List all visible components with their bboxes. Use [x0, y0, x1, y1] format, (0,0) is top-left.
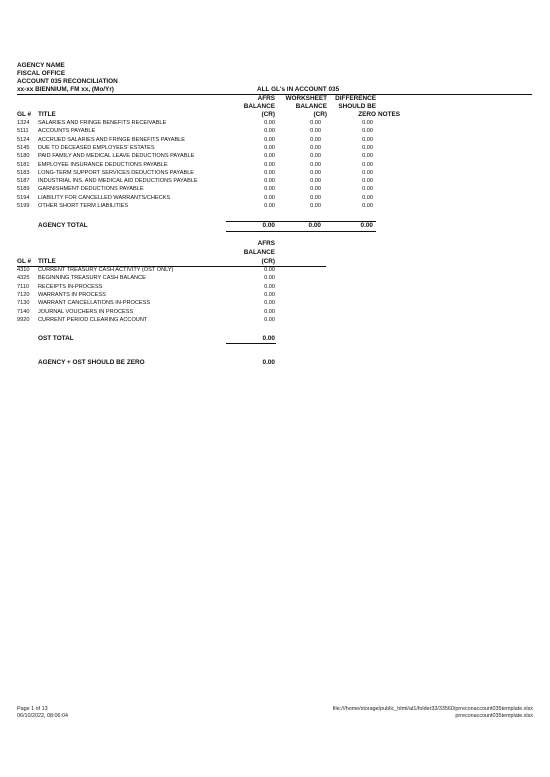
afrs-balance: 0.00	[264, 169, 275, 176]
t1-difference-h3: ZERO	[358, 111, 376, 118]
combined-total-afrs: 0.00	[262, 359, 275, 366]
difference-value: 0.00	[362, 161, 373, 168]
account-title: RECEIPTS IN-PROCESS	[38, 283, 103, 290]
account-title: GARNISHMENT DEDUCTIONS PAYABLE	[38, 186, 144, 193]
gl-number: 5183	[17, 169, 30, 176]
gl-number: 5145	[17, 144, 30, 151]
t2-afrs-h1: AFRS	[257, 240, 275, 247]
gl-number: 7140	[17, 308, 30, 315]
afrs-balance: 0.00	[264, 267, 275, 273]
gl-number: 4310	[17, 267, 30, 273]
difference-value: 0.00	[362, 120, 373, 126]
afrs-balance: 0.00	[264, 128, 275, 135]
afrs-balance: 0.00	[264, 308, 275, 315]
difference-value: 0.00	[362, 128, 373, 135]
t1-total-rule-bottom	[226, 231, 376, 232]
worksheet-balance: 0.00	[310, 194, 321, 201]
difference-value: 0.00	[362, 144, 373, 151]
afrs-balance: 0.00	[264, 194, 275, 201]
account-title: WARRANT CANCELLATIONS IN-PROCESS	[38, 300, 151, 307]
account-title: JOURNAL VOUCHERS IN PROCESS	[38, 308, 134, 315]
t2-title-header: TITLE	[38, 258, 56, 265]
fiscal-office: FISCAL OFFICE	[17, 70, 66, 77]
agency-total-afrs: 0.00	[262, 222, 275, 229]
t2-afrs-h2: BALANCE	[243, 249, 275, 256]
account-title: LIABILITY FOR CANCELLED WARRANTS/CHECKS	[38, 194, 171, 201]
account-title: INDUSTRIAL INS. AND MEDICAL AID DEDUCTIONS PAYABLE	[38, 178, 198, 185]
ost-total-label: OST TOTAL	[38, 335, 74, 342]
afrs-balance: 0.00	[264, 153, 275, 160]
t1-gl-header: GL #	[17, 111, 32, 118]
combined-total-label: AGENCY + OST SHOULD BE ZERO	[38, 359, 145, 366]
account-title: PAID FAMILY AND MEDICAL LEAVE DEDUCTIONS PAYABLE	[38, 153, 195, 160]
account-title: WARRANTS IN PROCESS	[38, 291, 106, 298]
account-title: SALARIES AND FRINGE BENEFITS RECEIVABLE	[38, 120, 167, 126]
afrs-balance: 0.00	[264, 316, 275, 323]
difference-value: 0.00	[362, 186, 373, 193]
t1-difference-h1: DIFFERENCE	[335, 95, 376, 102]
file-name: prreconaccount035template.xlsx	[455, 713, 533, 719]
gl-number: 5124	[17, 136, 30, 143]
gl-number: 9920	[17, 316, 30, 323]
worksheet-balance: 0.00	[310, 178, 321, 185]
worksheet-balance: 0.00	[310, 144, 321, 151]
agency-total-worksheet: 0.00	[308, 222, 321, 229]
afrs-balance: 0.00	[264, 186, 275, 193]
gl-number: 5194	[17, 194, 30, 201]
agency-name: AGENCY NAME	[17, 62, 65, 69]
difference-value: 0.00	[362, 136, 373, 143]
worksheet-balance: 0.00	[310, 161, 321, 168]
account-title: LONG-TERM SUPPORT SERVICES DEDUCTIONS PAYABLE	[38, 169, 195, 176]
biennium-line: xx-xx BIENNIUM, FM xx, (Mo/Yr)	[17, 86, 114, 93]
worksheet-balance: 0.00	[310, 186, 321, 193]
group-heading: ALL GL's IN ACCOUNT 035	[257, 86, 340, 93]
gl-number: 5189	[17, 186, 30, 193]
agency-total-difference: 0.00	[360, 222, 373, 229]
t2-gl-header: GL #	[17, 258, 32, 265]
t2-afrs-h3: (CR)	[261, 258, 275, 265]
account-title: EMPLOYEE INSURANCE DEDUCTIONS PAYABLE	[38, 161, 168, 168]
t1-title-header: TITLE	[38, 111, 56, 118]
afrs-balance: 0.00	[264, 178, 275, 185]
difference-value: 0.00	[362, 203, 373, 209]
worksheet-balance: 0.00	[310, 153, 321, 160]
gl-number: 7130	[17, 300, 30, 307]
gl-number: 5180	[17, 153, 30, 160]
account-title: ACCRUED SALARIES AND FRINGE BENEFITS PAYABLE	[38, 136, 186, 143]
gl-number: 7110	[17, 283, 30, 290]
t1-worksheet-h2: BALANCE	[295, 103, 327, 110]
account-title: CURRENT TREASURY CASH ACTIVITY (OST ONLY)	[38, 267, 174, 273]
ost-total-afrs: 0.00	[262, 335, 275, 342]
t1-afrs-h1: AFRS	[257, 95, 275, 102]
gl-number: 5111	[17, 128, 29, 135]
difference-value: 0.00	[362, 194, 373, 201]
worksheet-balance: 0.00	[310, 120, 321, 126]
account-title: OTHER SHORT TERM LIABILITIES	[38, 203, 129, 209]
afrs-balance: 0.00	[264, 120, 275, 126]
gl-number: 5199	[17, 203, 30, 209]
t1-worksheet-h3: (CR)	[313, 111, 327, 118]
agency-total-label: AGENCY TOTAL	[38, 222, 88, 229]
afrs-balance: 0.00	[264, 300, 275, 307]
gl-number: 4325	[17, 275, 30, 282]
worksheet-balance: 0.00	[310, 128, 321, 135]
account-title: DUE TO DECEASED EMPLOYEES' ESTATES	[38, 144, 155, 151]
print-datetime: 06/10/2022, 08:06:04	[17, 713, 68, 719]
file-path: file:///home/storage/public_html/at1/folder33/33560/prreconaccount035template.xlsx	[332, 706, 533, 712]
difference-value: 0.00	[362, 169, 373, 176]
account-title: BEGINNING TREASURY CASH BALANCE	[38, 275, 146, 282]
gl-number: 5187	[17, 178, 30, 185]
afrs-balance: 0.00	[264, 203, 275, 209]
afrs-balance: 0.00	[264, 291, 275, 298]
page-number: Page 1 of 13	[17, 706, 48, 712]
t1-afrs-h3: (CR)	[261, 111, 275, 118]
t1-afrs-h2: BALANCE	[243, 103, 275, 110]
difference-value: 0.00	[362, 153, 373, 160]
account-title: CURRENT PERIOD CLEARING ACCOUNT	[38, 316, 148, 323]
worksheet-balance: 0.00	[310, 136, 321, 143]
afrs-balance: 0.00	[264, 283, 275, 290]
t1-worksheet-h1: WORKSHEET	[285, 95, 327, 102]
gl-number: 1324	[17, 120, 30, 126]
afrs-balance: 0.00	[264, 161, 275, 168]
t1-difference-h2: SHOULD BE	[338, 103, 376, 110]
report-title: ACCOUNT 035 RECONCILIATION	[17, 78, 118, 85]
gl-number: 7120	[17, 291, 30, 298]
worksheet-balance: 0.00	[310, 169, 321, 176]
worksheet-balance: 0.00	[310, 203, 321, 209]
afrs-balance: 0.00	[264, 275, 275, 282]
t2-total-rule	[226, 343, 276, 344]
t1-notes-header: NOTES	[378, 111, 401, 118]
afrs-balance: 0.00	[264, 144, 275, 151]
account-title: ACCOUNTS PAYABLE	[38, 128, 96, 135]
difference-value: 0.00	[362, 178, 373, 185]
gl-number: 5181	[17, 161, 30, 168]
afrs-balance: 0.00	[264, 136, 275, 143]
